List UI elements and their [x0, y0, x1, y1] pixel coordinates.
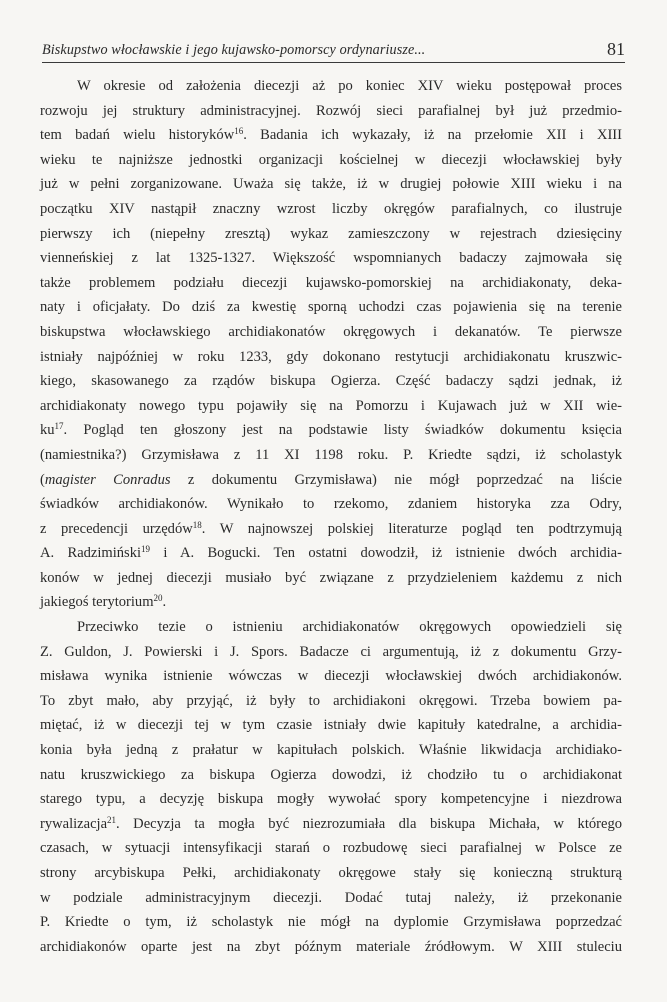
text-line: To zbyt mało, aby przyjąć, iż były to archidiakoni okręgowi. Trzeba bowiem pa- — [40, 692, 622, 709]
text-line: świadków archidiakonów. Wynikało to rzekomo, zdaniem historyka zza Odry, — [40, 496, 622, 513]
text-segment: i A. Bogucki. Ten ostatni dowodził, iż istnienie dwóch archidia- — [150, 545, 622, 562]
text-line: vienneńskiej z lat 1325-1327. Większość wspomnianych badaczy zajmowała się — [40, 250, 622, 267]
text-segment: z precedencji urzędów — [40, 520, 193, 537]
text-line: Przeciwko tezie o istnieniu archidiakonatów okręgowych opowiedzieli się — [77, 619, 622, 636]
text-line: archidiakonaty nowego typu pojawiły się na Pomorzu i Kujawach już w XII wie- — [40, 397, 622, 414]
italic-citation: magister Conradus — [44, 471, 171, 488]
text-line: czasach, w sytuacji intensyfikacji starań o rozbudowę sieci parafialnej w Polsce ze — [40, 840, 622, 857]
text-line — [40, 468, 622, 493]
text-segment: A. Radzimiński — [40, 545, 142, 562]
text-line — [40, 517, 622, 542]
text-segment: . — [162, 594, 167, 611]
text-line: (namiestnika?) Grzymisława z 11 XI 1198 roku. P. Kriedte sądzi, iż scholastyk — [40, 446, 622, 463]
text-line: archidiakonów oparte jest na zbyt późnym materiale źródłowym. W XIII stuleciu — [40, 938, 622, 955]
text-line: w podziale administracyjnym diecezji. Dodać tutaj należy, iż przekonanie — [40, 889, 622, 906]
text-line: pierwszy ich (niepełny zresztą) wykaz zamieszczony w rejestrach dziesięciny — [40, 225, 622, 242]
footnote-ref-16: 16 — [234, 126, 244, 137]
text-line: starego typu, a decyzję biskupa mogły wywołać spory kompetencyjne i niezdrowa — [40, 791, 622, 808]
text-line: W okresie od założenia diecezji aż po koniec XIV wieku postępował proces — [77, 78, 622, 94]
text-line — [40, 418, 622, 443]
text-line — [40, 123, 622, 148]
text-segment: rywalizacja — [40, 815, 108, 832]
paragraph-2 — [40, 615, 622, 959]
text-line: biskupstwa włocławskiego archidiakonatów okręgowych i dekanatów. Te pierwsze — [40, 323, 622, 340]
page-header — [42, 36, 625, 63]
text-segment: . Decyzja ta mogła być niezrozumiała dla biskupa Michała, w którego — [116, 815, 622, 832]
text-segment: tem badań wielu historyków — [40, 127, 235, 144]
text-line: natu kruszwickiego za biskupa Ogierza dowodzi, iż chodziło tu o archidiakonat — [40, 766, 622, 783]
text-line: miętać, iż w diecezji tej w tym czasie istniały dwie kapituły katedralne, a archidia- — [40, 717, 622, 734]
text-line: wieku te najniższe jednostki organizacji kościelnej w diecezji włocławskiej były — [40, 151, 622, 168]
body-text — [40, 74, 622, 959]
running-title: Biskupstwo włocławskie i jego kujawsko-pomorscy ordynariusze... — [42, 42, 426, 58]
text-line: już w pełni zorganizowane. Uważa się także, iż w drugiej połowie XIII wieku i na — [40, 176, 622, 193]
footnote-ref-21: 21 — [107, 814, 117, 825]
footnote-ref-19: 19 — [141, 544, 151, 555]
text-line: także problemem podziału diecezji kujawsko-pomorskiej na archidiakonaty, deka- — [40, 274, 622, 291]
text-line — [40, 541, 622, 566]
footnote-ref-18: 18 — [192, 519, 202, 530]
text-line: konów w jednej diecezji musiało być związane z przydzieleniem każdemu z nich — [40, 569, 622, 586]
text-segment: z dokumentu Grzymisława) nie mógł poprzedzać na liście — [170, 471, 622, 488]
text-line: kiego, skasowanego za rządów biskupa Ogierza. Część badaczy sądzi jednak, iż — [40, 373, 622, 390]
text-line — [40, 590, 622, 615]
footnote-ref-20: 20 — [153, 593, 163, 604]
text-line: strony arcybiskupa Pełki, archidiakonaty okręgowe stały się konieczną strukturą — [40, 865, 622, 881]
text-line: naty i oficjałaty. Do dziś za kwestię sporną uchodzi czas pojawienia się na terenie — [40, 299, 622, 316]
text-segment: . Pogląd ten głoszony jest na podstawie listy świadków dokumentu księcia — [63, 422, 622, 439]
text-line: konia była jedną z prałatur w kapitułach polskich. Właśnie likwidacja archidiako- — [40, 742, 622, 759]
text-line: istniały najpóźniej w roku 1233, gdy dokonano restytucji archidiakonatu kruszwic- — [40, 348, 622, 365]
text-line — [40, 812, 622, 837]
page-number: 81 — [607, 39, 625, 59]
text-line: misława wynika istnienie wówczas w diecezji włocławskiej dwóch archidiakonów. — [40, 668, 622, 685]
text-line: rozwoju jej struktury administracyjnej. Rozwój sieci parafialnej był już przedmio- — [40, 102, 622, 119]
text-segment: ku — [40, 422, 55, 439]
text-segment: . W najnowszej polskiej literaturze pogląd ten podtrzymują — [201, 520, 622, 537]
text-segment: . Badania ich wykazały, iż na przełomie XII i XIII — [243, 127, 622, 144]
footnote-ref-17: 17 — [54, 421, 64, 432]
text-line: Z. Guldon, J. Powierski i J. Spors. Badacze ci argumentują, iż z dokumentu Grzy- — [40, 643, 622, 660]
text-line: P. Kriedte o tym, iż scholastyk nie mógł na dyplomie Grzymisława poprzedzać — [40, 914, 622, 931]
text-segment: ( — [40, 471, 45, 488]
paragraph-1 — [40, 74, 622, 615]
text-line: początku XIV nastąpił znaczny wzrost liczby okręgów parafialnych, co ilustruje — [40, 200, 622, 217]
text-segment: jakiegoś terytorium — [40, 594, 154, 611]
